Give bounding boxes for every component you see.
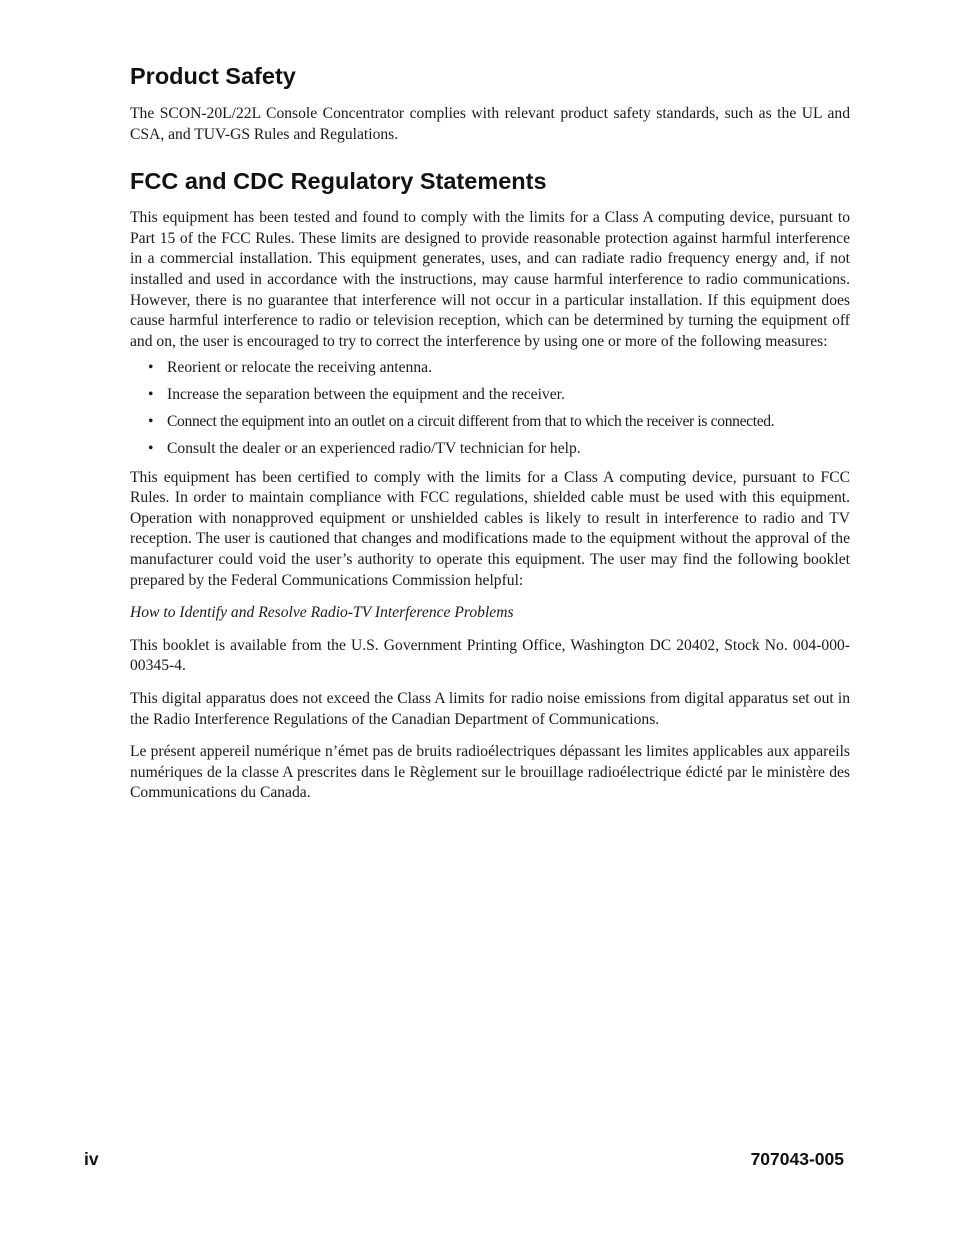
list-item xyxy=(130,439,850,460)
list-item xyxy=(130,385,850,406)
document-number: 707043-005 xyxy=(750,1149,844,1169)
bullet-icon: • xyxy=(148,386,154,404)
list-item xyxy=(130,412,850,433)
booklet-title: How to Identify and Resolve Radio-TV Interference Problems xyxy=(130,604,514,622)
canada-english-paragraph: This digital apparatus does not exceed the Class A limits for radio noise emissions from digital apparatus set out in the Radio Interference Regulations of the Canadian Department of Communications. xyxy=(130,689,850,728)
product-safety-paragraph: The SCON-20L/22L Console Concentrator complies with relevant product safety standards, such as the UL and CSA, and TUV-GS Rules and Regulations. xyxy=(130,105,850,143)
page-number: iv xyxy=(84,1149,99,1169)
list-item xyxy=(130,358,850,379)
canada-french-paragraph: Le présent appereil numérique n’émet pas de bruits radioélectriques dépassant les limites applicables aux appareils numériques de la classe A prescrites dans le Règlement sur le brouillage radioélectrique édicté par le ministère des Communications du Canada. xyxy=(130,743,850,802)
product-safety-heading: Product Safety xyxy=(130,63,296,89)
booklet-availability-paragraph: This booklet is available from the U.S. Government Printing Office, Washington DC 20402, Stock No. 004-000-00345-4. xyxy=(130,636,850,675)
list-item-text: Reorient or relocate the receiving antenna. xyxy=(167,359,432,377)
document-body xyxy=(130,56,850,804)
list-item-text: Consult the dealer or an experienced radio/TV technician for help. xyxy=(167,440,581,458)
bullet-icon: • xyxy=(148,359,154,377)
fcc-intro-paragraph: This equipment has been tested and found to comply with the limits for a Class A computing device, pursuant to Part 15 of the FCC Rules. These limits are designed to provide reasonable protection against harmful interference in a commercial installation. This equipment generates, uses, and can radiate radio frequency energy and, if not installed and used in accordance with the instructions, may cause harmful interference to radio communications. However, there is no guarantee that interference will not occur in a particular installation. If this equipment does cause harmful interference to radio or television reception, which can be determined by turning the equipment off and on, the user is encouraged to try to correct the interference by using one or more of the following measures: xyxy=(130,209,850,350)
bullet-icon: • xyxy=(148,440,154,458)
fcc-heading: FCC and CDC Regulatory Statements xyxy=(130,168,547,195)
bullet-icon: • xyxy=(148,413,154,431)
list-item-text: Connect the equipment into an outlet on a circuit different from that to which the receiver is connected. xyxy=(167,413,775,431)
certification-paragraph: This equipment has been certified to comply with the limits for a Class A computing device, pursuant to FCC Rules. In order to maintain compliance with FCC regulations, shielded cable must be used with this equipment. Operation with nonapproved equipment or unshielded cables is likely to result in interference to radio and TV reception. The user is cautioned that changes and modifications made to the equipment without the approval of the manufacturer could void the user’s authority to operate this equipment. The user may find the following booklet prepared by the Federal Communications Commission helpful: xyxy=(130,468,850,589)
list-item-text: Increase the separation between the equipment and the receiver. xyxy=(167,386,565,404)
interference-measures-list xyxy=(130,358,850,459)
